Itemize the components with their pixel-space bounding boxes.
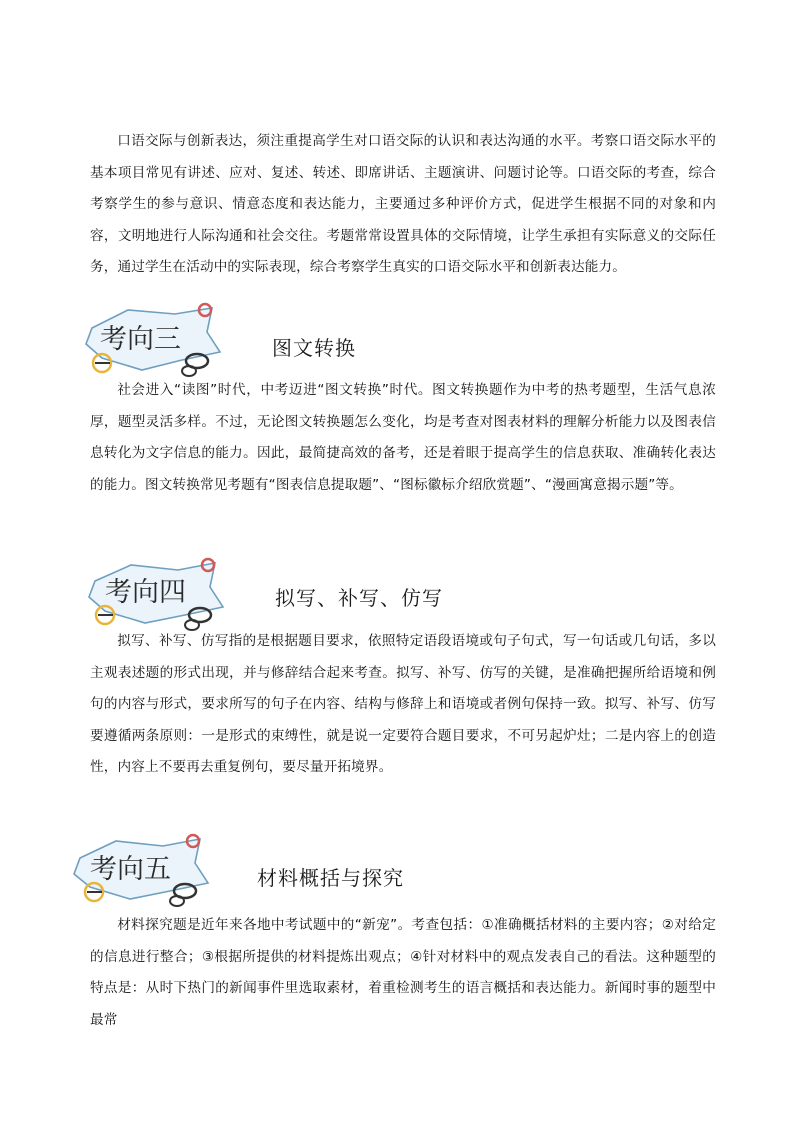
paragraph-material-inquiry: 材料探究题是近年来各地中考试题中的“新宠”。考查包括：①准确概括材料的主要内容；②对给定的信息进行整合；③根据所提供的材料提炼出观点；④针对材料中的观点发表自己的看法。这种题型的特点是：从时下热门的新闻事件里选取素材，着重检测考生的语言概括和表达能力。新闻时事的题型中最常 [90,917,716,1028]
section-title-4: 拟写、补写、仿写 [275,586,443,610]
section-badge-3 [80,300,230,380]
paragraph-chart-text-conversion: 社会进入“读图”时代，中考迈进“图文转换”时代。图文转换题作为中考的热考题型，生活气息浓厚，题型灵活多样。不过，无论图文转换题怎么变化，均是考查对图表材料的理解分析能力以及图表信息转化为文字信息的能力。因此，最简捷高效的备考，还是着眼于提高学生的信息获取、准确转化表达的能力。图文转换常见考题有“图表信息提取题”、“图标徽标介绍欣赏题”、“漫画寓意揭示题”等。 [90,382,716,493]
badge-label: 考向五 [90,854,171,885]
paragraph-imitation-writing: 拟写、补写、仿写指的是根据题目要求，依照特定语段语境或句子句式，写一句话或几句话，多以主观表述题的形式出现，并与修辞结合起来考查。拟写、补写、仿写的关键，是准确把握所给语境和例句的内容与形式，要求所写的句子在内容、结构与修辞上和语境或者例句保持一致。拟写、补写、仿写要遵循两条原则：一是形式的束缚性，就是说一定要符合题目要求，不可另起炉灶；二是内容上的创造性，内容上不要再去重复例句，要尽量开拓境界。 [90,633,716,775]
badge-shape [83,557,233,637]
badge-label: 考向三 [100,324,181,355]
section-title-5: 材料概括与探究 [257,866,404,890]
section-title-3: 图文转换 [272,336,356,360]
section-badge-5 [68,832,218,912]
paragraph-oral-communication: 口语交际与创新表达，须注重提高学生对口语交际的认识和表达沟通的水平。考察口语交际水平的基本项目常见有讲述、应对、复述、转述、即席讲话、主题演讲、问题讨论等。口语交际的考查，综合考察学生的参与意识、情意态度和表达能力，主要通过多种评价方式，促进学生根据不同的对象和内容，文明地进行人际沟通和社会交往。考题常常设置具体的交际情境，让学生承担有实际意义的交际任务，通过学生在活动中的实际表现，综合考察学生真实的口语交际水平和创新表达能力。 [90,133,716,275]
badge-shape [80,300,230,380]
badge-label: 考向四 [105,577,186,608]
section-badge-4 [83,557,233,637]
badge-shape [68,832,218,912]
